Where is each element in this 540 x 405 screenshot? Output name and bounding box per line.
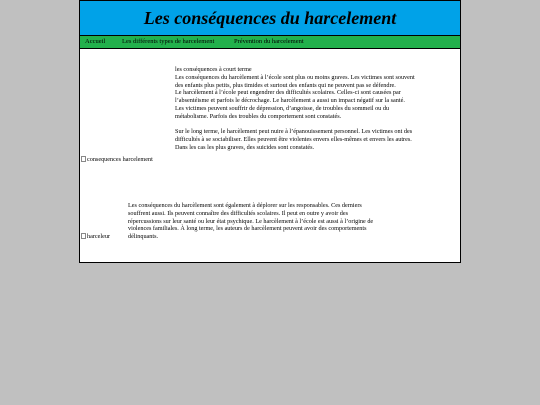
nav-link-types-harcelement[interactable]: Les différents types de harcelement: [122, 38, 215, 45]
broken-image-icon: [81, 233, 86, 239]
paragraph-harassers: Les conséquences du harcèlement sont également à déplorer sur les responsables. Ces derniers souffrent aussi. Ils peuvent connaître des difficultés scolaires. Il peut en outre y avoir des répercussions sur leur santé ou leur état psychique. Le harcèlement à l’école est aussi à l’origine de violences familiales. À long terme, les auteurs de harcèlement peuvent avoir des comportements délinquants.: [128, 202, 374, 241]
harceleur-image: [81, 233, 110, 241]
paragraph-health: Les victimes peuvent souffrir de dépression, d’angoisse, de troubles du sommeil ou du métabolisme. Parfois des troubles du comportement sont constatés.: [175, 104, 390, 120]
consequences-image-alt: consequences harcelement: [87, 156, 153, 163]
paragraph-long-term: Sur le long terme, le harcèlement peut nuire à l’épanouissement personnel. Les victimes ont des difficultés à se sociabiliser. Elles peuvent être violentes envers elles-mêmes et envers les autres. Dans les cas les plus graves, des suicides sont constatés.: [175, 128, 413, 151]
broken-image-icon: [81, 156, 86, 162]
harceleur-image-alt: harceleur: [87, 233, 111, 240]
nav-link-prevention[interactable]: Prévention du harcelement: [234, 38, 304, 45]
site-header: [80, 1, 460, 36]
paragraph-victims: Les conséquences du harcèlement à l’école sont plus ou moins graves. Les victimes sont souvent des enfants plus petits, plus timides et surtout des enfants qui ne peuvent pas se défendre.: [175, 73, 415, 89]
harasser-consequences-block: [128, 202, 374, 241]
nav-link-accueil[interactable]: Accueil: [85, 38, 106, 45]
short-term-consequences-block: [175, 66, 422, 152]
short-term-heading: les conséquences à court terme: [175, 66, 252, 73]
consequences-image: [81, 156, 153, 164]
paragraph-school-difficulties: Le harcèlement à l’école peut engendrer des difficultés scolaires. Celles-ci sont causées par l’absentéisme et parfois le décrochage. Le harcèlement a aussi un impact négatif sur la santé.: [175, 89, 405, 105]
site-title: Les conséquences du harcelement: [143, 8, 397, 28]
nav-bar: [80, 36, 460, 49]
page-container: [79, 0, 461, 263]
